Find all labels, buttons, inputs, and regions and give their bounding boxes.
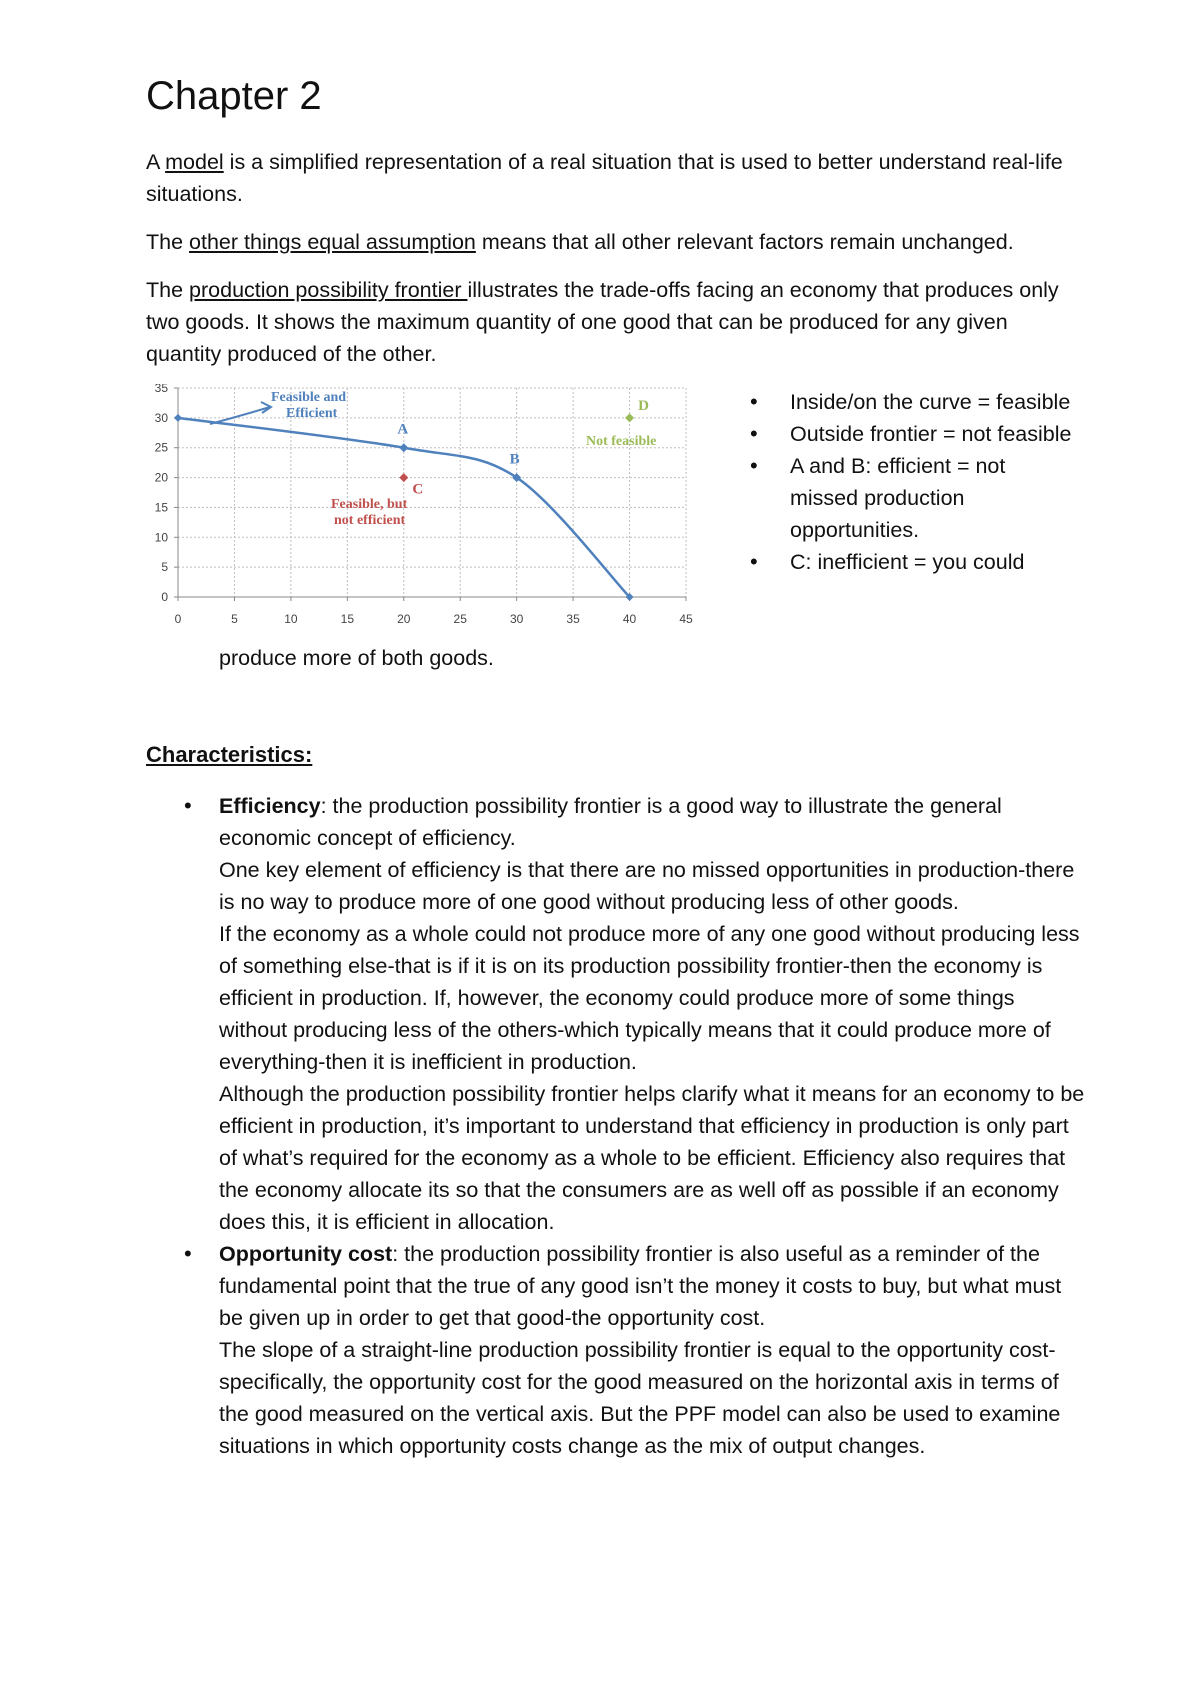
x-tick-label: 20	[397, 612, 411, 626]
efficiency-intro	[219, 790, 1086, 854]
x-tick-label: 30	[509, 612, 524, 626]
ppf-term: production possibility frontier	[189, 278, 468, 302]
characteristics-heading: Characteristics:	[146, 742, 313, 767]
opportunity-first: : the production possibility frontier is also useful as a reminder of the fundamental point that the true of any good isn’t the money it costs to buy, but what must be given up in order to get that good-the opportunity cost.	[219, 1242, 1062, 1330]
annotation-feasible-not-efficient-line2: not efficient	[334, 513, 406, 528]
point-a-label: A	[397, 421, 409, 438]
model-term: model	[165, 150, 224, 174]
efficiency-p2: One key element of efficiency is that there are no missed opportunities in production-there is no way to produce more of one good without producing less of other goods.	[219, 858, 1075, 914]
page-title: Chapter 2	[146, 74, 322, 118]
chart-note-continuation: produce more of both goods.	[219, 646, 494, 670]
annotation-feasible-not-efficient-line1: Feasible, but	[331, 497, 408, 512]
ppf-pre: The	[146, 278, 190, 302]
point-d-marker	[625, 413, 634, 422]
efficiency-p4: Although the production possibility frontier helps clarify what it means for an economy to be efficient in production, it’s important to understand that efficiency in production is only part of what’s required for the economy as a whole to be efficient. Efficiency also requires that the economy allocate its so that the consumers are as well off as possible if an economy does this, it is efficient in allocation.	[219, 1082, 1085, 1234]
y-tick-label: 30	[154, 410, 168, 425]
frontier-marker	[174, 414, 182, 422]
x-tick-label: 10	[284, 612, 298, 626]
model-pre: A	[146, 150, 166, 174]
other-things-definition	[146, 226, 1076, 258]
x-tick-label: 35	[566, 612, 580, 626]
opportunity-cost-item	[146, 1238, 1086, 1462]
other-things-term: other things equal assumption	[189, 230, 476, 254]
opportunity-p2: The slope of a straight-line production possibility frontier is equal to the opportunity cost-specifically, the opportunity cost for the good measured on the horizontal axis in terms of the good measured on the vertical axis. But the PPF model can also be used to examine situations in which opportunity costs change as the mix of output changes.	[219, 1338, 1061, 1458]
y-tick-label: 0	[161, 590, 168, 604]
characteristics-list	[146, 790, 1086, 1462]
chart-axes	[155, 384, 693, 626]
chart-grid	[178, 388, 686, 597]
efficiency-first: : the production possibility frontier is a good way to illustrate the general economic concept of efficiency.	[219, 794, 1002, 850]
y-tick-label: 10	[154, 530, 168, 545]
point-a-marker	[399, 443, 408, 452]
model-definition	[146, 146, 1076, 210]
chart-note: • A and B: efficient = not missed production opportunities.	[744, 450, 1074, 546]
efficiency-item	[146, 790, 1086, 1238]
annotation-feasible-efficient-line2: Efficient	[286, 406, 338, 421]
efficiency-p3: If the economy as a whole could not produce more of any one good without producing less of something else-that is if it is on its production possibility frontier-then the economy is efficient in production. If, however, the economy could produce more of some things without producing less of the others-which typically means that it could produce more of everything-then it is inefficient in production.	[219, 922, 1080, 1074]
other-things-pre: The	[146, 230, 190, 254]
annotation-not-feasible: Not feasible	[586, 434, 657, 449]
y-tick-label: 5	[161, 560, 168, 575]
point-b-label: B	[509, 451, 520, 468]
opportunity-term: Opportunity cost	[219, 1242, 393, 1266]
ppf-definition	[146, 274, 1076, 370]
x-tick-label: 40	[622, 612, 637, 626]
x-tick-label: 45	[679, 612, 693, 626]
x-tick-label: 15	[340, 612, 355, 626]
x-tick-label: 5	[231, 612, 238, 626]
y-tick-label: 35	[154, 384, 168, 395]
opportunity-intro	[219, 1238, 1086, 1334]
point-c-marker	[399, 473, 408, 482]
point-c-label: C	[412, 481, 424, 498]
x-tick-label: 0	[174, 612, 182, 626]
chart-note: • C: inefficient = you could	[744, 546, 1074, 578]
y-tick-label: 20	[154, 470, 168, 485]
other-things-post: means that all other relevant factors remain unchanged.	[475, 230, 1014, 254]
efficiency-term: Efficiency	[219, 794, 321, 818]
chart-note: • Inside/on the curve = feasible	[744, 386, 1074, 418]
ppf-post: illustrates the trade-offs facing an economy that produces only two goods. It shows the maximum quantity of one good that can be produced for any given quantity produced of the other.	[146, 278, 1059, 366]
chart-notes-list	[744, 386, 1074, 578]
y-tick-label: 15	[154, 500, 168, 515]
chart-series	[174, 398, 649, 601]
x-tick-label: 25	[453, 612, 467, 626]
point-d-label: D	[638, 397, 649, 414]
chart-annotations	[210, 390, 656, 528]
ppf-chart	[140, 384, 700, 634]
chart-note: • Outside frontier = not feasible	[744, 418, 1074, 450]
model-post: is a simplified representation of a real situation that is used to better understand real-life situations.	[146, 150, 1063, 206]
annotation-arrow	[210, 407, 270, 424]
annotation-feasible-efficient-line1: Feasible and	[271, 390, 347, 405]
y-tick-label: 25	[154, 440, 168, 455]
